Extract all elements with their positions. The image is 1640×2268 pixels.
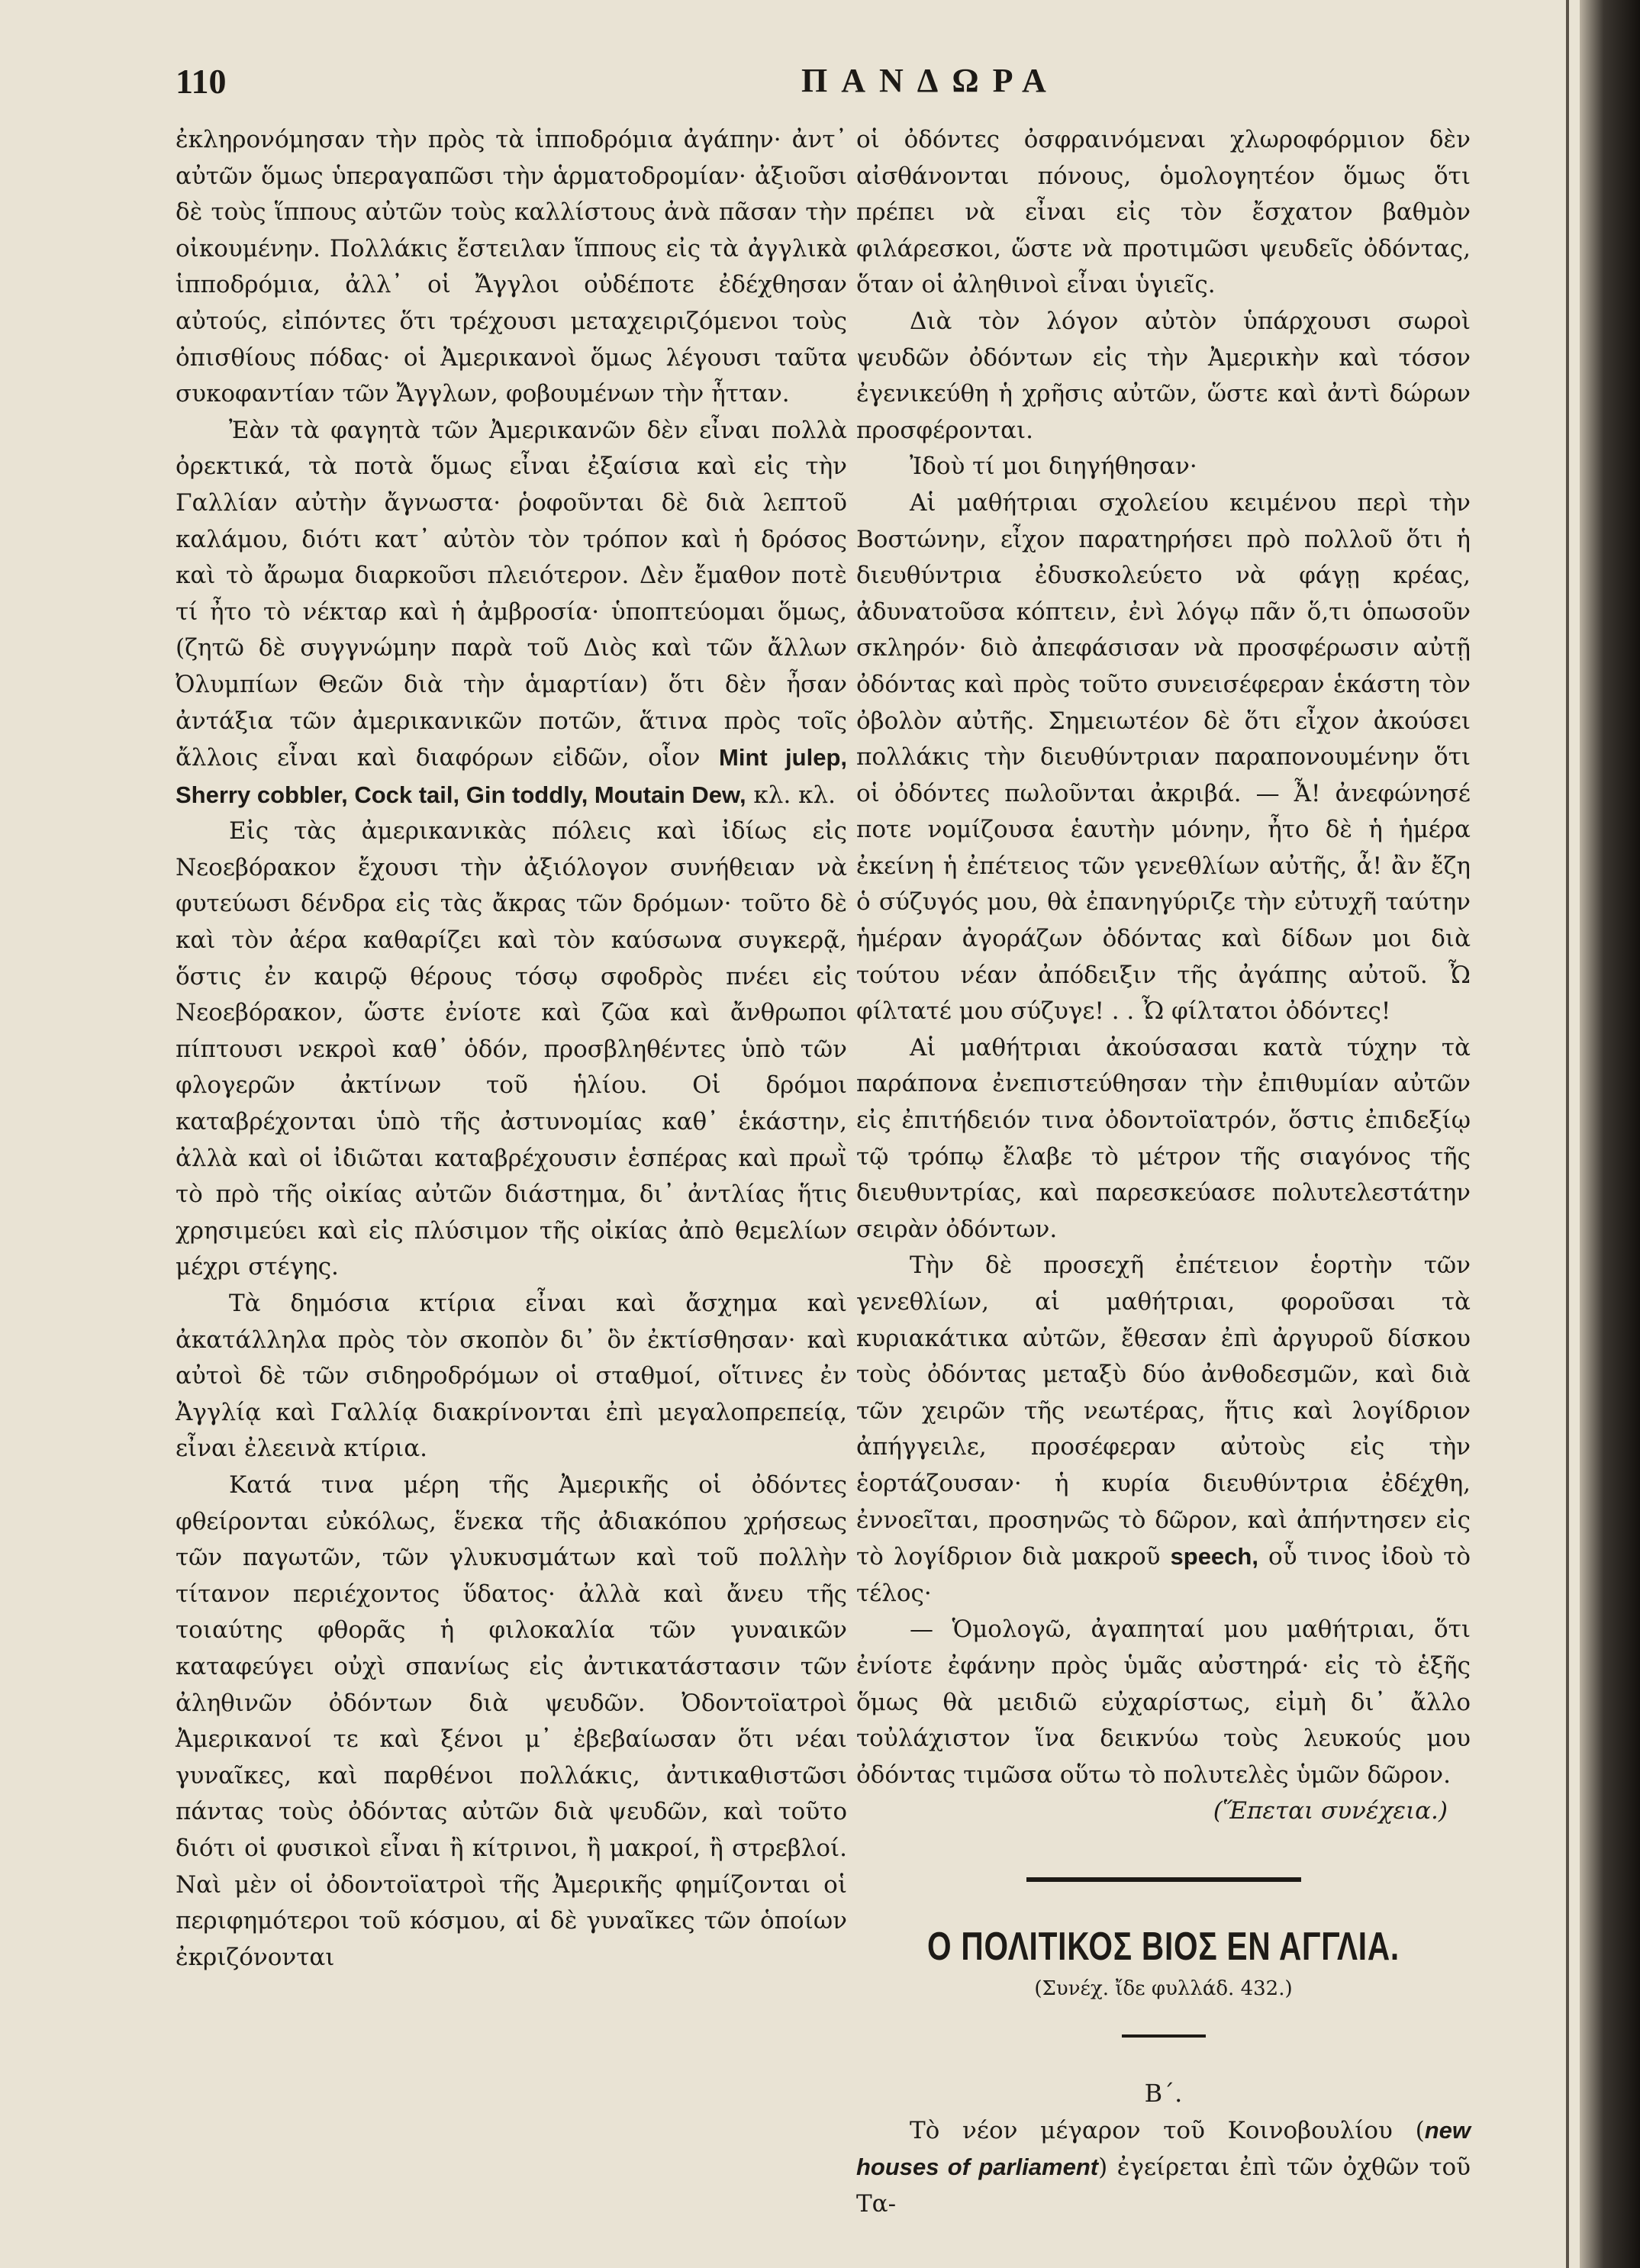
paragraph: Διὰ τὸν λόγον αὐτὸν ὑπάρχουσι σωροὶ ψευδῶν ὀδόντων εἰς τὴν Ἀμερικὴν καὶ τόσον ἐγενικεύθη ἡ χρῆσις αὐτῶν, ὥστε καὶ ἀντὶ δώρων προσφέρονται. [856,307,1471,444]
paragraph: Κατά τινα μέρη τῆς Ἀμερικῆς οἱ ὀδόντες φθείρονται εὐκόλως, ἕνεκα τῆς ἀδιακόπου χρήσεως τῶν παγωτῶν, τῶν γλυκυσμάτων καὶ τοῦ πολλὴν τίτανον περιέχοντος ὕδατος· ἀλλὰ καὶ ἄνευ τῆς τοιαύτης φθορᾶς ἡ φιλοκαλία τῶν γυναικῶν καταφεύγει οὐχὶ σπανίως εἰς ἀντικατάστασιν τῶν ἀληθινῶν ὀδόντων διὰ ψευδῶν. Ὀδοντοϊατροὶ Ἀμερικανοί τε καὶ ξένοι μ᾽ ἐβεβαίωσαν ὅτι νέαι γυναῖκες, καὶ παρθένοι πολλάκις, ἀντικαθιστῶσι πάντας τοὺς ὀδόντας αὐτῶν διὰ ψευδῶν, καὶ τοῦτο διότι οἱ φυσικοὶ εἶναι ἢ κίτρινοι, ἢ μακροί, ἢ στρεβλοί. Ναὶ μὲν οἱ ὀδοντοϊατροὶ τῆς Ἀμερικῆς φημίζονται οἱ περιφημότεροι τοῦ κόσμου, αἱ δὲ γυναῖκες τῶν ὁποίων ἐκριζόνονται [176,1471,847,1971]
section-reference: (Συνέχ. ἴδε φυλλάδ. 432.) [1034,1976,1293,2000]
paragraph: Ἰδοὺ τί μοι διηγήθησαν· [910,453,1197,481]
title-divider [1122,2034,1206,2038]
paragraph: Τὰ δημόσια κτίρια εἶναι καὶ ἄσχημα καὶ ἀκατάλληλα πρὸς τὸν σκοπὸν δι᾽ ὃν ἐκτίσθησαν· καὶ αὐτοὶ δὲ τῶν σιδηροδρόμων οἱ σταθμοί, οἵτινες ἐν Ἀγγλίᾳ καὶ Γαλλίᾳ διακρίνονται ἐπὶ μεγαλοπρεπείᾳ, εἶναι ἐλεεινὰ κτίρια. [176,1290,847,1463]
drink-names: Mint julep, Sherry cobbler, Cock tail, Gin toddly, Moutain Dew, [176,744,847,808]
paragraph-text: οὗ τινος ἰδοὺ τὸ τέλος· [856,1543,1471,1607]
running-title: ΠΑΝΔΩΡΑ [801,62,1060,99]
paragraph: Αἱ μαθήτριαι σχολείου κειμένου περὶ τὴν Βοστώνην, εἶχον παρατηρήσει πρὸ πολλοῦ ὅτι ἡ διευθύντρια ἐδυσκολεύετο νὰ φάγῃ κρέας, ἀδυνατοῦσα κόπτειν, ἐνὶ λόγῳ πᾶν ὅ,τι ὁπωσοῦν σκληρόν· διὸ ἀπεφάσισαν νὰ προσφέρωσιν αὐτῇ ὀδόντας καὶ πρὸς τοῦτο συνεισέφεραν ἑκάστη τὸν ὀβολὸν αὐτῆς. Σημειωτέον δὲ ὅτι εἶχον ἀκούσει πολλάκις τὴν διευθύντριαν παραπονουμένην ὅτι οἱ ὀδόντες πωλοῦνται ἀκριβά. — Ἆ! ἀνεφώνησέ ποτε νομίζουσα ἑαυτὴν μόνην, ἦτο δὲ ἡ ἡμέρα ἐκείνη ἡ ἐπέτειος τῶν γενεθλίων αὐτῆς, ἆ! ἂν ἔζη ὁ σύζυγός μου, θὰ ἐπανηγύριζε τὴν εὐτυχῆ ταύτην ἡμέραν ἀγοράζων ὀδόντας καὶ δίδων μοι διὰ τούτου νέαν ἀπόδειξιν τῆς ἀγάπης αὐτοῦ. Ὦ φίλτατέ μου σύζυγε! . . Ὦ φίλτατοι ὀδόντες! [856,488,1471,1026]
paragraph-text: Τὴν δὲ προσεχῆ ἐπέτειον ἑορτὴν τῶν γενεθλίων, αἱ μαθήτριαι, φοροῦσαι τὰ κυριακάτικα αὐτῶν, ἔθεσαν ἐπὶ ἀργυροῦ δίσκου τοὺς ὀδόντας μεταξὺ δύο ἀνθοδεσμῶν, καὶ διὰ τῶν χειρῶν τῆς νεωτέρας, ἥτις καὶ λογίδριον ἀπήγγειλε, προσέφεραν αὐτοὺς εἰς τὴν ἑορτάζουσαν· ἡ κυρία διευθύντρια ἐδέχθη, ἐννοεῖται, προσηνῶς τὸ δῶρον, καὶ ἀπήντησεν εἰς τὸ λογίδριον διὰ μακροῦ [856,1252,1471,1571]
paragraph-text: Ἐὰν τὰ φαγητὰ τῶν Ἀμερικανῶν δὲν εἶναι πολλὰ ὀρεκτικά, τὰ ποτὰ ὅμως εἶναι ἐξαίσια καὶ εἰς τὴν Γαλλίαν αὐτὴν ἄγνωστα· ῥοφοῦνται δὲ διὰ λεπτοῦ καλάμου, διότι κατ᾽ αὐτὸν τὸν τρόπον καὶ ἡ δρόσος καὶ τὸ ἄρωμα διαρκοῦσι πλειότερον. Δὲν ἔμαθον ποτὲ τί ἦτο τὸ νέκταρ καὶ ἡ ἀμβροσία· ὑποπτεύομαι ὅμως, (ζητῶ δὲ συγγνώμην παρὰ τοῦ Διὸς καὶ τῶν ἄλλων Ὀλυμπίων Θεῶν διὰ τὴν ἁμαρτίαν) ὅτι δὲν ἦσαν ἀντάξια τῶν ἀμερικανικῶν ποτῶν, ἅτινα πρὸς τοῖς ἄλλοις εἶναι καὶ διαφόρων εἰδῶν, οἷον [176,416,847,772]
page-number: 110 [176,62,227,101]
paragraph-text: κλ. κλ. [753,781,836,809]
paragraph: Αἱ μαθήτριαι ἀκούσασαι κατὰ τύχην τὰ παράπονα ἐνεπιστεύθησαν τὴν ἐπιθυμίαν αὐτῶν εἰς ἐπιτήδειόν τινα ὀδοντοϊατρόν, ὅστις ἐπιδεξίῳ τῷ τρόπῳ ἔλαβε τὸ μέτρον τῆς σιαγόνος τῆς διευθυντρίας, καὶ παρεσκεύασε πολυτελεστάτην σειρὰν ὀδόντων. [856,1033,1471,1243]
paragraph: οἱ ὀδόντες ὀσφραινόμεναι χλωροφόρμιον δὲν αἰσθάνονται πόνους, ὁμολογητέον ὅμως ὅτι πρέπει νὰ εἶναι εἰς τὸν ἔσχατον βαθμὸν φιλάρεσκοι, ὥστε νὰ προτιμῶσι ψευδεῖς ὀδόντας, ὅταν οἱ ἀληθινοὶ εἶναι ὑγιεῖς. [856,126,1471,299]
paragraph [856,2112,1471,2223]
paragraph-text: Τὸ νέον μέγαρον τοῦ Κοινοβουλίου ( [910,2116,1425,2144]
section-title: Ο ΠΟΛΙΤΙΚΟΣ ΒΙΟΣ ΕΝ ΑΓΓΛΙΑ. [927,1924,1400,1969]
paragraph [856,1248,1471,1612]
binding-line [1566,0,1569,2268]
right-column [856,122,1471,2222]
paragraph [176,413,847,814]
section-divider [1026,1877,1301,1882]
english-phrase: new houses of parliament [856,2116,1471,2181]
paragraph: — Ὁμολογῶ, ἀγαπηταί μου μαθήτριαι, ὅτι ἐνίοτε ἐφάνην πρὸς ὑμᾶς αὐστηρά· εἰς τὸ ἑξῆς ὅμως θὰ μειδιῶ εὐχαρίστως, εἰμὴ δι᾽ ἄλλο τοὐλάχιστον ἵνα δεικνύω τοὺς λευκούς μου ὀδόντας τιμῶσα οὕτω τὸ πολυτελὲς ὑμῶν δῶρον. [856,1616,1471,1789]
part-label: Β΄. [1144,2078,1183,2108]
page-header [176,61,1526,122]
paragraph-text: ) ἐγείρεται ἐπὶ τῶν ὀχθῶν τοῦ Τα- [856,2154,1471,2218]
paragraph: ἐκληρονόμησαν τὴν πρὸς τὰ ἱπποδρόμια ἀγάπην· ἀντ᾽ αὐτῶν ὅμως ὑπεραγαπῶσι τὴν ἁρματοδρομίαν· ἀξιοῦσι δὲ τοὺς ἵππους αὐτῶν τοὺς καλλίστους ἀνὰ πᾶσαν τὴν οἰκουμένην. Πολλάκις ἔστειλαν ἵππους εἰς τὰ ἀγγλικὰ ἱπποδρόμια, ἀλλ᾽ οἱ Ἄγγλοι οὐδέποτε ἐδέχθησαν αὐτούς, εἰπόντες ὅτι τρέχουσι μεταχειριζόμενοι τοὺς ὀπισθίους πόδας· οἱ Ἀμερικανοὶ ὅμως λέγουσι ταῦτα συκοφαντίαν τῶν Ἄγγλων, φοβουμένων τὴν ἧτταν. [176,126,847,408]
english-word: speech, [1170,1543,1258,1571]
book-edge-shadow [1580,0,1640,2268]
paragraph: Εἰς τὰς ἀμερικανικὰς πόλεις καὶ ἰδίως εἰς Νεοεβόρακον ἔχουσι τὴν ἀξιόλογον συνήθειαν νὰ φυτεύωσι δένδρα εἰς τὰς ἄκρας τῶν δρόμων· τοῦτο δὲ καὶ τὸν ἀέρα καθαρίζει καὶ τὸν καύσωνα συγκερᾷ, ὅστις ἐν καιρῷ θέρους τόσῳ σφοδρὸς πνέει εἰς Νεοεβόρακον, ὥστε ἐνίοτε καὶ ζῶα καὶ ἄνθρωποι πίπτουσι νεκροὶ καθ᾽ ὁδόν, προσβληθέντες ὑπὸ τῶν φλογερῶν ἀκτίνων τοῦ ἡλίου. Οἱ δρόμοι καταβρέχονται ὑπὸ τῆς ἀστυνομίας καθ᾽ ἑκάστην, ἀλλὰ καὶ οἱ ἰδιῶται καταβρέχουσιν ἑσπέρας καὶ πρωῒ τὸ πρὸ τῆς οἰκίας αὐτῶν διάστημα, δι᾽ ἀντλίας ἥτις χρησιμεύει καὶ εἰς πλύσιμον τῆς οἰκίας ἀπὸ θεμελίων μέχρι στέγης. [176,817,847,1281]
left-column [176,122,847,1976]
continuation-note: (Ἕπεται συνέχεια.) [1213,1797,1448,1825]
